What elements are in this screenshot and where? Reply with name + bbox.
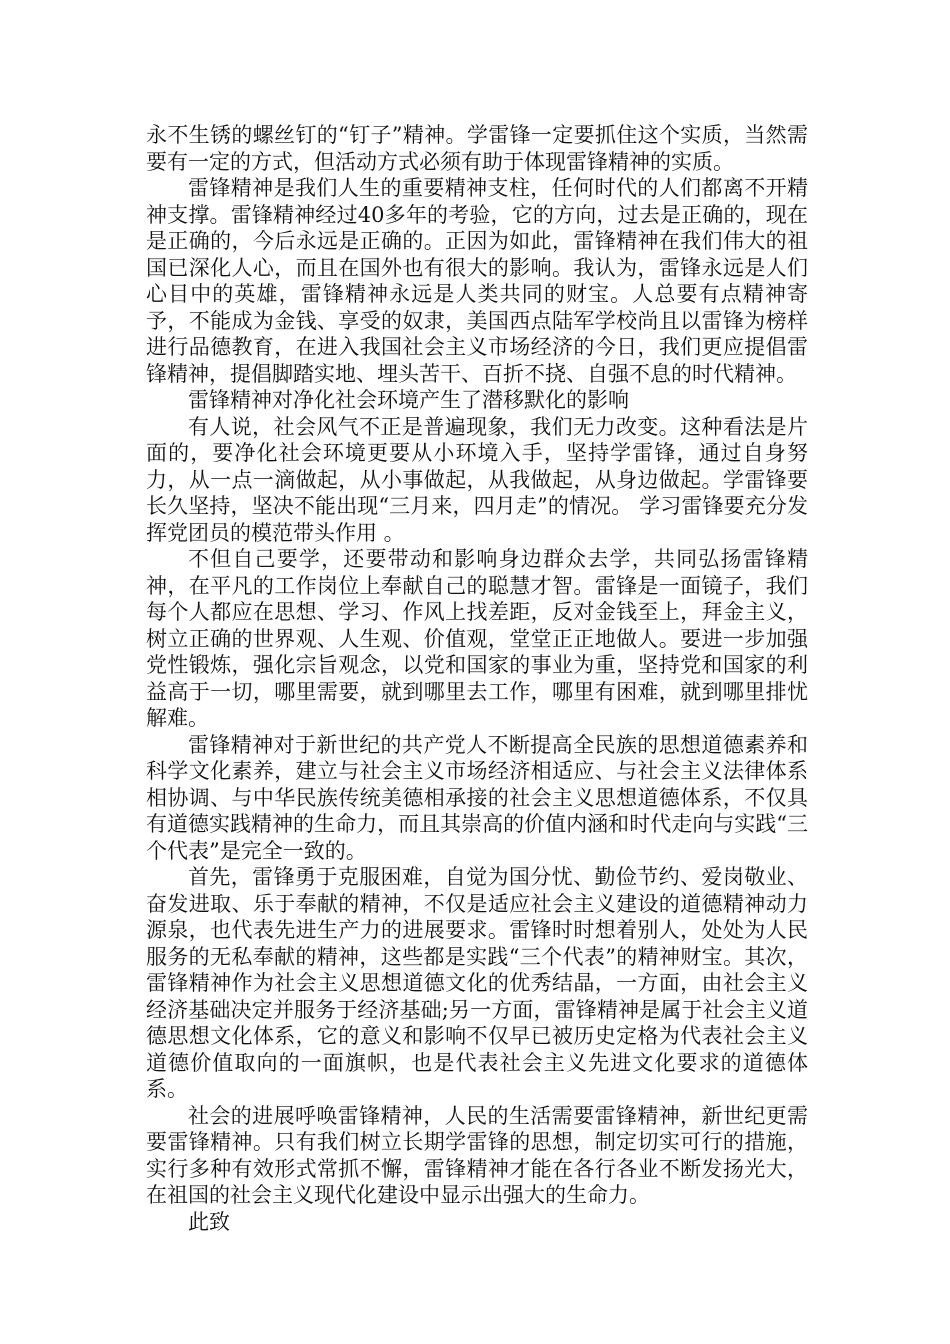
closing-salutation: 此致: [188, 1209, 230, 1234]
section-heading: 雷锋精神对净化社会环境产生了潜移默化的影响: [188, 388, 629, 412]
paragraph-social-environment: 有人说，社会风气不正是普遍现象，我们无力改变。这种看法是片面的，要净化社会环境更要从小环境入手，坚持学雷锋，通过自身努力，从一点一滴做起，从小事做起，从我做起，从身边做起。学雷锋要长久坚持，坚决不能出现“三月来，四月走”的情况。 学习雷锋要充分发挥党团员的模范带头作用 。: [146, 414, 808, 545]
paragraph-new-century: 雷锋精神对于新世纪的共产党人不断提高全民族的思想道德素养和科学文化素养，建立与社会主义市场经济相适应、与社会主义法律体系相协调、与中华民族传统美德相承接的社会主义思想道德体系，不仅具有道德实践精神的生命力，而且其崇高的价值内涵和时代走向与实践“三个代表”是完全一致的。: [146, 732, 808, 863]
paragraph-lead-others: 不但自己要学，还要带动和影响身边群众去学，共同弘扬雷锋精神，在平凡的工作岗位上奉献自己的聪慧才智。雷锋是一面镜子，我们每个人都应在思想、学习、作风上找差距，反对金钱至上，拜金主义，树立正确的世界观、人生观、价值观，堂堂正正地做人。要进一步加强党性锻炼，强化宗旨观念，以党和国家的事业为重，坚持党和国家的利益高于一切，哪里需要，就到哪里去工作，哪里有困难，就到哪里排忧解难。: [146, 547, 808, 730]
paragraph-continuation: 永不生锈的螺丝钉的“钉子”精神。学雷锋一定要抓住这个实质，当然需要有一定的方式，但活动方式必须有助于体现雷锋精神的实质。: [146, 123, 808, 174]
paragraph-first-second: 首先，雷锋勇于克服困难，自觉为国分忧、勤俭节约、爱岗敬业、奋发进取、乐于奉献的精神，不仅是适应社会主义建设的道德精神动力源泉，也代表先进生产力的进展要求。雷锋时时想着别人，处处为人民服务的无私奉献的精神，这些都是实践“三个代表”的精神财宝。其次，雷锋精神作为社会主义思想道德文化的优秀结晶，一方面，由社会主义经济基础决定并服务于经济基础;另一方面，雷锋精神是属于社会主义道德思想文化体系，它的意义和影响不仅早已被历史定格为代表社会主义道德价值取向的一面旗帜，也是代表社会主义先进文化要求的道德体系。: [146, 865, 808, 1101]
document-body: [146, 122, 808, 1235]
paragraph-conclusion: 社会的进展呼唤雷锋精神，人民的生活需要雷锋精神，新世纪更需要雷锋精神。只有我们树立长期学雷锋的思想，制定切实可行的措施，实行多种有效形式常抓不懈，雷锋精神才能在各行各业不断发扬光大，在祖国的社会主义现代化建设中显示出强大的生命力。: [146, 1103, 808, 1207]
paragraph-spiritual-pillar: 雷锋精神是我们人生的重要精神支柱，任何时代的人们都离不开精神支撑。雷锋精神经过40多年的考验，它的方向，过去是正确的，现在是正确的，今后永远是正确的。正因为如此，雷锋精神在我们伟大的祖国已深化人心，而且在国外也有很大的影响。我认为，雷锋永远是人们心目中的英雄，雷锋精神永远是人类共同的财宝。人总要有点精神寄予，不能成为金钱、享受的奴隶，美国西点陆军学校尚且以雷锋为榜样进行品德教育，在进入我国社会主义市场经济的今日，我们更应提倡雷锋精神，提倡脚踏实地、埋头苦干、百折不挠、自强不息的时代精神。: [146, 176, 808, 386]
